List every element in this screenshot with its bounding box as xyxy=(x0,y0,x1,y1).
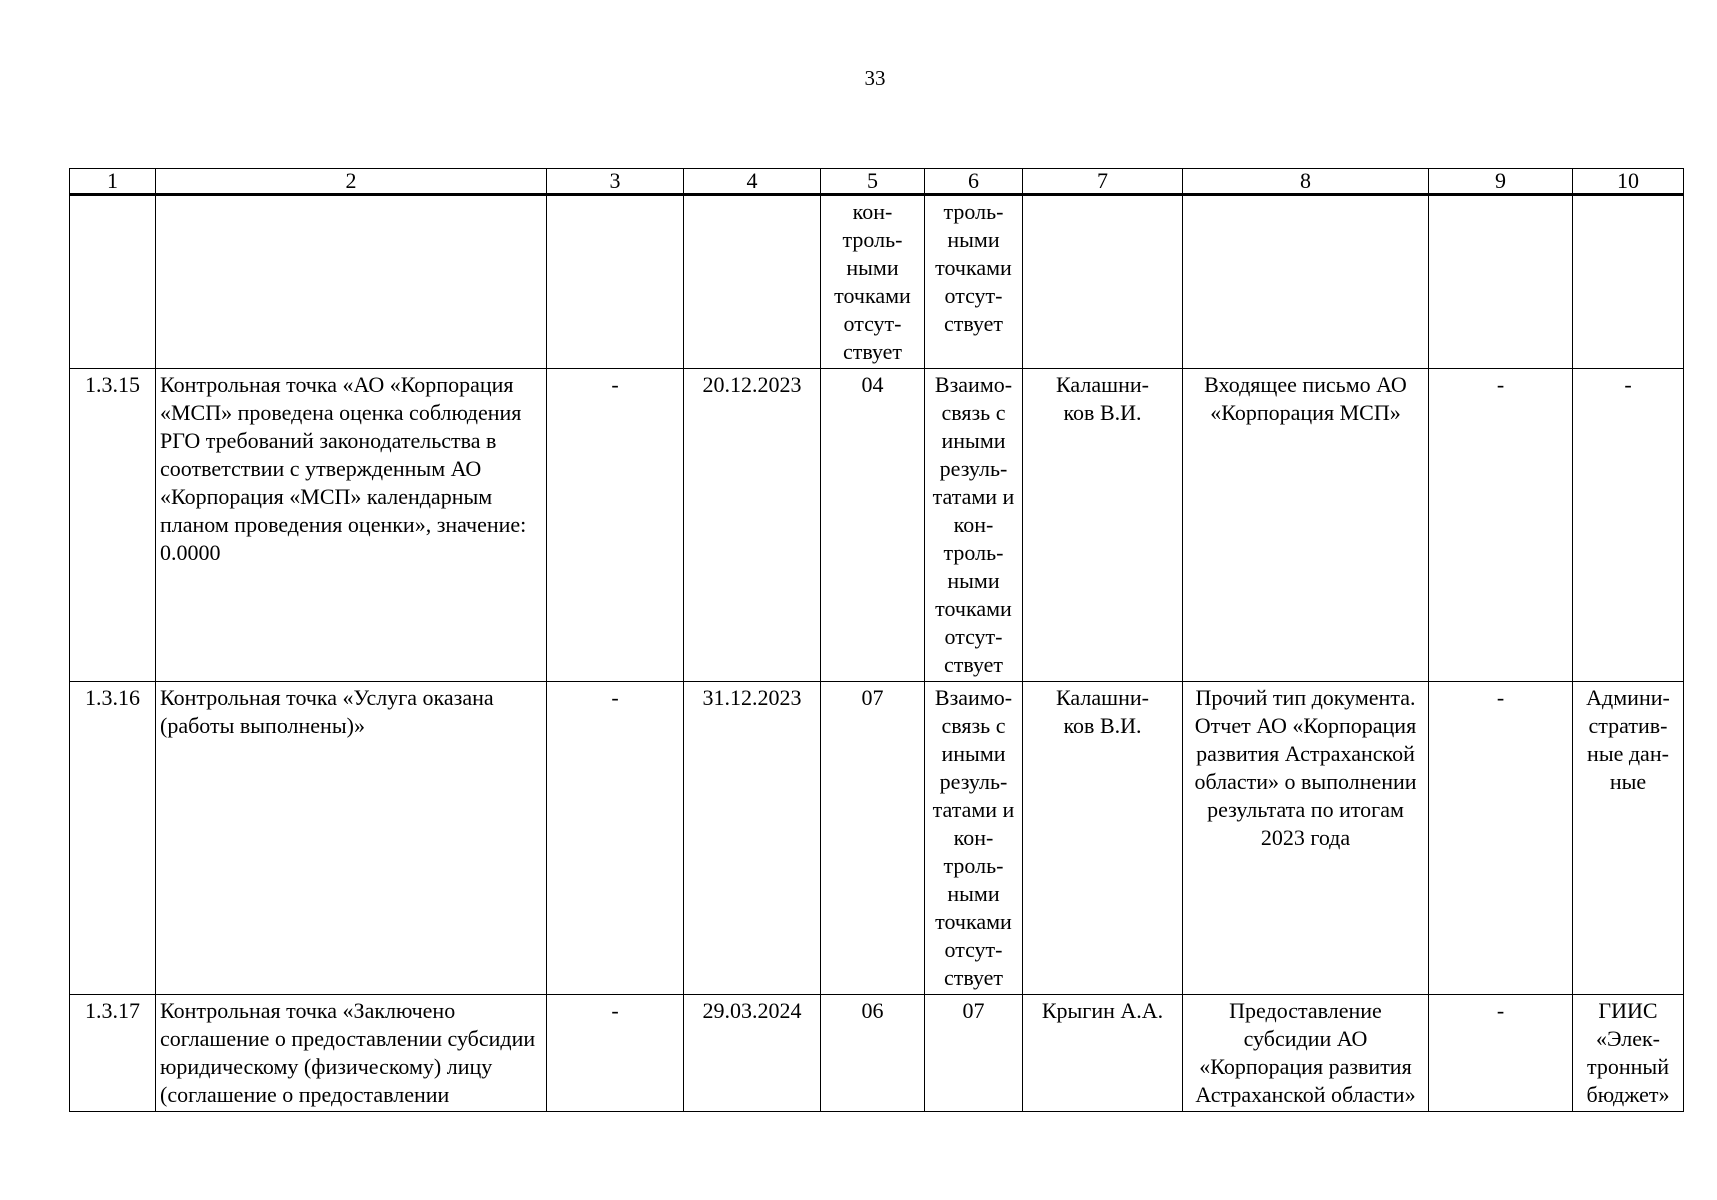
table-cell xyxy=(1023,195,1183,369)
table-cell xyxy=(70,195,156,369)
info-system: Админи- стратив- ные дан- ные xyxy=(1573,682,1684,995)
table-cell xyxy=(156,195,547,369)
col3-value: - xyxy=(547,369,684,682)
table-cell xyxy=(1183,195,1429,369)
relationship-text: Взаимо- связь с иными резуль- татами и кон- троль- ными точками отсут- ствует xyxy=(925,682,1023,995)
col9-value: - xyxy=(1429,682,1573,995)
info-system: - xyxy=(1573,369,1684,682)
col-header-4: 4 xyxy=(684,169,821,195)
col-header-5: 5 xyxy=(821,169,925,195)
column-number-row xyxy=(70,169,1684,195)
continuation-col5: кон- троль- ными точками отсут- ствует xyxy=(821,195,925,369)
col-header-3: 3 xyxy=(547,169,684,195)
relationship-text: Взаимо- связь с иными резуль- татами и кон- троль- ными точками отсут- ствует xyxy=(925,369,1023,682)
row-number: 1.3.15 xyxy=(70,369,156,682)
table-row xyxy=(70,995,1684,1112)
table-cell xyxy=(684,195,821,369)
due-date: 20.12.2023 xyxy=(684,369,821,682)
due-date: 31.12.2023 xyxy=(684,682,821,995)
info-system: ГИИС «Элек- тронный бюджет» xyxy=(1573,995,1684,1112)
control-point-name: Контрольная точка «Заключено соглашение о предоставлении субсидии юридическому (физическому) лицу (соглашение о предоставлении xyxy=(156,995,547,1112)
col5-value: 04 xyxy=(821,369,925,682)
col-header-7: 7 xyxy=(1023,169,1183,195)
col-header-1: 1 xyxy=(70,169,156,195)
relationship-text: 07 xyxy=(925,995,1023,1112)
row-number: 1.3.16 xyxy=(70,682,156,995)
col3-value: - xyxy=(547,995,684,1112)
responsible-person: Калашни- ков В.И. xyxy=(1023,682,1183,995)
col-header-2: 2 xyxy=(156,169,547,195)
col3-value: - xyxy=(547,682,684,995)
document-type: Предоставление субсидии АО «Корпорация развития Астраханской области» xyxy=(1183,995,1429,1112)
continuation-row xyxy=(70,195,1684,369)
responsible-person: Крыгин А.А. xyxy=(1023,995,1183,1112)
table-cell xyxy=(1429,195,1573,369)
col-header-9: 9 xyxy=(1429,169,1573,195)
col-header-8: 8 xyxy=(1183,169,1429,195)
page-number: 33 xyxy=(864,66,886,90)
row-number: 1.3.17 xyxy=(70,995,156,1112)
col5-value: 07 xyxy=(821,682,925,995)
control-point-name: Контрольная точка «Услуга оказана (работы выполнены)» xyxy=(156,682,547,995)
col9-value: - xyxy=(1429,995,1573,1112)
control-points-table xyxy=(69,168,1684,1112)
due-date: 29.03.2024 xyxy=(684,995,821,1112)
table-cell xyxy=(547,195,684,369)
document-type: Входящее письмо АО «Корпорация МСП» xyxy=(1183,369,1429,682)
table-cell xyxy=(1573,195,1684,369)
responsible-person: Калашни- ков В.И. xyxy=(1023,369,1183,682)
col-header-10: 10 xyxy=(1573,169,1684,195)
col-header-6: 6 xyxy=(925,169,1023,195)
col5-value: 06 xyxy=(821,995,925,1112)
col9-value: - xyxy=(1429,369,1573,682)
document-type: Прочий тип документа. Отчет АО «Корпорация развития Астраханской области» о выполнении результата по итогам 2023 года xyxy=(1183,682,1429,995)
continuation-col6: троль- ными точками отсут- ствует xyxy=(925,195,1023,369)
table-row xyxy=(70,682,1684,995)
table-row xyxy=(70,369,1684,682)
control-point-name: Контрольная точка «АО «Корпорация «МСП» проведена оценка соблюдения РГО требований законодательства в соответствии с утвержденным АО «Корпорация «МСП» календарным планом проведения оценки», значение: 0.0000 xyxy=(156,369,547,682)
